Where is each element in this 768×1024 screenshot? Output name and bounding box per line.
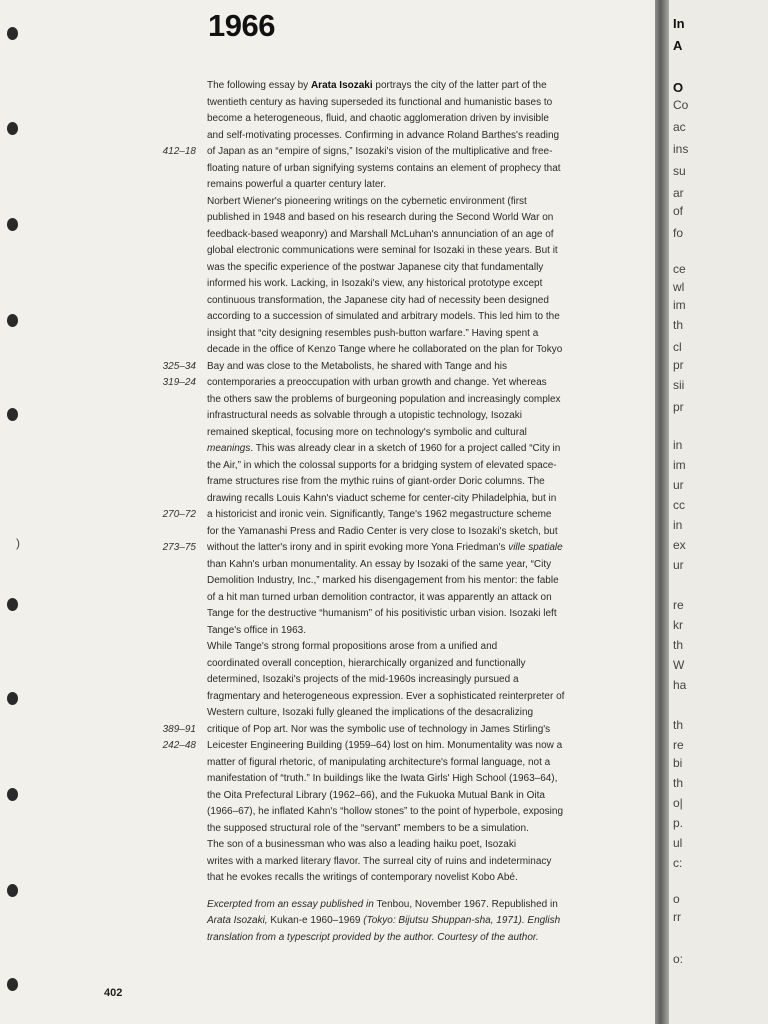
text-run: Norbert Wiener's pioneering writings on the cybernetic environment (first <box>207 195 527 207</box>
facing-page-fragment: ac <box>673 120 686 134</box>
facing-page-fragment: ce <box>673 262 686 276</box>
text-line <box>207 771 573 788</box>
text-line <box>207 854 573 871</box>
binder-hole-icon <box>7 978 18 991</box>
text-run: Leicester Engineering Building (1959–64) lost on him. Monumentality was now a <box>207 740 563 751</box>
text-run: Tange's office in 1963. <box>207 624 307 636</box>
text-line <box>207 788 573 805</box>
text-run: Tenbou, November 1967. Republished in <box>376 898 558 910</box>
text-line <box>207 639 573 656</box>
binder-hole-icon <box>7 122 18 135</box>
text-run: become a heterogeneous, fluid, and chaotic agglomeration driven by invisible <box>207 113 549 124</box>
text-line <box>207 656 573 673</box>
margin-page-reference: 270–72 <box>162 509 196 520</box>
text-line <box>207 672 573 689</box>
text-run: according to a succession of simulated and arbitrary models. This led him to the <box>207 311 560 322</box>
text-line <box>207 458 573 475</box>
text-run: drawing recalls Louis Kahn's viaduct scheme for center-city Philadelphia, but in <box>207 492 557 504</box>
text-line <box>207 524 573 541</box>
text-line <box>207 144 573 161</box>
text-line <box>207 210 573 227</box>
text-line <box>207 227 573 244</box>
text-run: The son of a businessman who was also a leading haiku poet, Isozaki <box>207 839 517 850</box>
text-line <box>207 590 573 607</box>
text-line <box>207 573 573 590</box>
binder-hole-icon <box>7 692 18 705</box>
essay-body <box>207 78 573 946</box>
text-run: Kukan-e 1960–1969 <box>270 915 364 926</box>
facing-page-fragment: re <box>673 738 684 752</box>
text-run: decade in the office of Kenzo Tange where he collaborated on the plan for Tokyo <box>207 344 563 355</box>
facing-page-fragment: A <box>673 38 683 53</box>
text-run: of Japan as an “empire of signs,” Isozaki's vision of the multiplicative and free- <box>207 146 553 157</box>
text-line <box>207 276 573 293</box>
italic-text: translation from a typescript provided by the author. Courtesy of the author. <box>207 931 539 943</box>
text-line <box>207 837 573 854</box>
margin-page-reference: 325–34 <box>162 360 196 372</box>
text-line <box>207 913 573 930</box>
text-line <box>207 507 573 524</box>
text-run: twentieth century as having superseded its functional and humanistic bases to <box>207 96 553 108</box>
facing-page-fragment: cc <box>673 498 685 512</box>
text-line <box>207 408 573 425</box>
text-line <box>207 177 573 194</box>
facing-page-fragment: cl <box>673 340 682 354</box>
text-run: fragmentary and heterogeneous expression. Ever a sophisticated reinterpreter of <box>207 690 565 702</box>
text-line <box>207 623 573 640</box>
text-line <box>207 557 573 574</box>
page-number: 402 <box>104 987 123 999</box>
facing-page-fragment: ur <box>673 478 684 492</box>
facing-page-fragment: th <box>673 638 684 652</box>
text-run: The following essay by <box>207 80 311 91</box>
text-run: informed his work. Lacking, in Isozaki's view, any historical prototype except <box>207 278 543 289</box>
facing-page-fragment: ins <box>673 142 689 156</box>
facing-page-fragment: In <box>673 16 685 31</box>
facing-page-fragment: ar <box>673 186 684 200</box>
text-line <box>207 194 573 211</box>
facing-page-fragment: pr <box>673 400 684 414</box>
text-line <box>207 326 573 343</box>
binder-hole-icon <box>7 408 18 421</box>
text-run: a historicist and ironic vein. Significantly, Tange's 1962 megastructure scheme <box>207 509 552 520</box>
text-run: contemporaries a preoccupation with urban growth and change. Yet whereas <box>207 377 547 388</box>
text-run: Tange for the destructive “humanism” of his positivistic urban vision. Isozaki left <box>207 608 557 619</box>
margin-page-reference: 273–75 <box>162 542 196 553</box>
binder-hole-icon <box>7 598 18 611</box>
facing-page-fragment: p. <box>673 816 684 830</box>
text-line <box>207 821 573 838</box>
facing-page-fragment: re <box>673 598 684 612</box>
facing-page-fragment: th <box>673 718 684 732</box>
italic-text: (Tokyo: Bijutsu Shuppan-sha, 1971). English <box>363 915 561 926</box>
text-run: While Tange's strong formal propositions arose from a unified and <box>207 641 498 652</box>
facing-page-fragment: bi <box>673 756 683 770</box>
facing-page-fragment: th <box>673 776 684 790</box>
facing-page-fragment: o| <box>673 796 683 810</box>
text-line <box>207 474 573 491</box>
text-run: frame structures rise from the mythic ruins of giant-order Doric columns. The <box>207 476 545 487</box>
text-line <box>207 689 573 706</box>
text-run: published in 1948 and based on his research during the Second World War on <box>207 212 554 223</box>
text-run: portrays the city of the latter part of the <box>372 80 547 91</box>
text-run: Demolition Industry, Inc.,” marked his disengagement from his mentor: the fable <box>207 575 559 586</box>
text-run: . This was already clear in a sketch of 1960 for a project called “City in <box>250 443 561 454</box>
facing-page-fragment: fo <box>673 226 684 240</box>
author-name: Arata Isozaki <box>310 80 373 91</box>
binder-hole-icon <box>7 314 18 327</box>
text-run: matter of figural rhetoric, of manipulating architecture's formal language, not a <box>207 756 551 768</box>
facing-page-fragment: ex <box>673 538 686 552</box>
text-run: was the specific experience of the postwar Japanese city that fundamentally <box>207 261 544 273</box>
facing-page-fragment: Co <box>673 98 689 112</box>
text-line <box>207 930 573 947</box>
italic-text: ville spatiale <box>508 542 563 553</box>
text-line <box>207 359 573 376</box>
text-run: remained skeptical, focusing more on technology's symbolic and cultural <box>207 426 527 438</box>
text-line <box>207 128 573 145</box>
facing-page-fragment: ur <box>673 558 684 572</box>
text-run: manifestation of “truth.” In buildings like the Iwata Girls' High School (1963–64), <box>207 773 558 784</box>
facing-page-fragment: in <box>673 438 683 452</box>
text-run: insight that “city designing resembles push-button warfare.” Having spent a <box>207 327 539 339</box>
paragraph-gap <box>207 887 573 897</box>
facing-page-fragment: rr <box>673 910 681 924</box>
text-run: and self-motivating processes. Confirming in advance Roland Barthes's reading <box>207 129 560 141</box>
text-line <box>207 870 573 887</box>
text-run: the supposed structural role of the “servant” members to be a simulation. <box>207 822 529 834</box>
text-run: writes with a marked literary flavor. The surreal city of ruins and indeterminacy <box>207 855 552 867</box>
text-line <box>207 392 573 409</box>
text-line <box>207 425 573 442</box>
text-run: critique of Pop art. Nor was the symbolic use of technology in James Stirling's <box>207 723 551 735</box>
margin-page-reference: 389–91 <box>162 723 196 735</box>
facing-page-fragment: ha <box>673 678 687 692</box>
text-run: remains powerful a quarter century later. <box>207 179 386 190</box>
text-run: determined, Isozaki's projects of the mid-1960s increasingly pursued a <box>207 674 519 685</box>
text-line <box>207 491 573 508</box>
binder-hole-icon <box>7 27 18 40</box>
facing-page-fragment: o <box>673 892 680 906</box>
text-run: the Air,” in which the colossal supports for a bridging system of elevated space- <box>207 459 557 471</box>
text-run: without the latter's irony and in spirit evoking more Yona Friedman's <box>207 542 509 553</box>
text-run: infrastructural needs as solvable through a utopistic technology, Isozaki <box>207 410 522 421</box>
text-line <box>207 95 573 112</box>
text-run: for the Yamanashi Press and Radio Center is very close to Isozaki's sketch, but <box>207 525 558 537</box>
facing-page-fragment: pr <box>673 358 684 372</box>
facing-page-fragment: im <box>673 458 686 472</box>
text-run: of a hit man turned urban demolition contractor, it was apparently an attack on <box>207 591 552 603</box>
text-line <box>207 78 573 95</box>
text-run: global electronic communications were seminal for Isozaki in these years. But it <box>207 245 558 256</box>
text-line <box>207 897 573 914</box>
text-line <box>207 293 573 310</box>
text-line <box>207 755 573 772</box>
text-line <box>207 441 573 458</box>
text-line <box>207 606 573 623</box>
binder-hole-icon <box>7 218 18 231</box>
text-line <box>207 540 573 557</box>
book-page-right <box>669 0 768 1024</box>
italic-text: meanings <box>207 443 251 454</box>
facing-page-fragment: O <box>673 80 684 95</box>
margin-page-reference: 412–18 <box>162 146 196 157</box>
facing-page-fragment: c: <box>673 856 683 870</box>
text-run: (1966–67), he inflated Kahn's “hollow stones” to the point of hyperbole, exposing <box>207 806 564 817</box>
text-run: Bay and was close to the Metabolists, he shared with Tange and his <box>207 360 507 372</box>
text-line <box>207 111 573 128</box>
binder-hole-icon <box>7 788 18 801</box>
margin-page-reference: 242–48 <box>162 740 196 751</box>
facing-page-fragment: o: <box>673 952 684 966</box>
text-line <box>207 309 573 326</box>
binder-hole-icon <box>7 884 18 897</box>
text-line <box>207 722 573 739</box>
book-spine <box>655 0 669 1024</box>
facing-page-fragment: su <box>673 164 686 178</box>
margin-page-reference: 319–24 <box>162 377 196 388</box>
text-run: coordinated overall conception, hierarchically organized and functionally <box>207 657 526 669</box>
facing-page-fragment: sii <box>673 378 685 392</box>
italic-text: Arata Isozaki, <box>207 915 271 926</box>
facing-page-fragment: ul <box>673 836 683 850</box>
text-run: the Oita Prefectural Library (1962–66), and the Fukuoka Mutual Bank in Oita <box>207 789 545 801</box>
margin-mark: ) <box>16 536 20 550</box>
text-run: Western culture, Isozaki fully gleaned the implications of the desacralizing <box>207 707 534 718</box>
text-line <box>207 260 573 277</box>
text-line <box>207 738 573 755</box>
text-line <box>207 804 573 821</box>
text-run: feedback-based weaponry) and Marshall McLuhan's annunciation of an age of <box>207 228 554 240</box>
italic-text: Excerpted from an essay published in <box>207 898 377 910</box>
text-run: continuous transformation, the Japanese city had of necessity been designed <box>207 294 549 306</box>
text-line <box>207 705 573 722</box>
text-line <box>207 342 573 359</box>
facing-page-fragment: of <box>673 204 684 218</box>
facing-page-fragment: kr <box>673 618 683 632</box>
page-title: 1966 <box>208 8 275 43</box>
text-line <box>207 375 573 392</box>
text-line <box>207 161 573 178</box>
text-run: the others saw the problems of burgeoning population and increasingly complex <box>207 393 561 405</box>
facing-page-fragment: in <box>673 518 683 532</box>
facing-page-fragment: W <box>673 658 685 672</box>
text-run: that he evokes recalls the writings of contemporary novelist Kobo Abé. <box>207 872 518 883</box>
facing-page-fragment: th <box>673 318 684 332</box>
text-line <box>207 243 573 260</box>
text-run: floating nature of urban signifying systems contains an element of prophecy that <box>207 162 561 174</box>
text-run: than Kahn's urban monumentality. An essay by Isozaki of the same year, “City <box>207 558 552 570</box>
facing-page-fragment: im <box>673 298 686 312</box>
facing-page-fragment: wl <box>673 280 685 294</box>
